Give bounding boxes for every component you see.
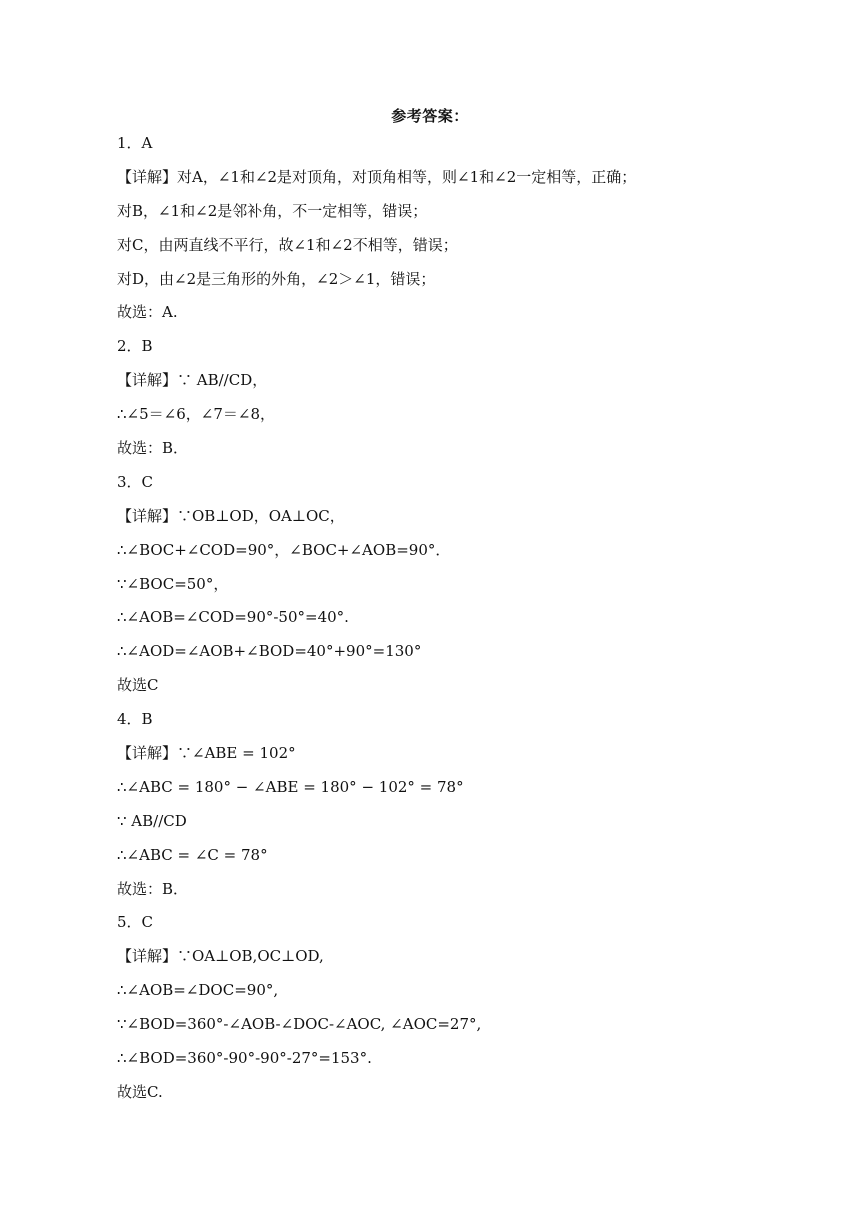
answer-line: 故选C <box>117 676 159 695</box>
answer-line: 【详解】对A，∠1和∠2是对顶角，对顶角相等，则∠1和∠2一定相等，正确； <box>117 167 637 186</box>
answer-line: ∴∠5＝∠6，∠7＝∠8， <box>117 405 275 424</box>
answer-line: 2．B <box>117 337 153 356</box>
answer-line: ∴∠BOD=360°-90°-90°-27°=153°. <box>117 1049 372 1068</box>
answer-line: 故选C. <box>117 1082 163 1101</box>
answer-body <box>117 131 757 1114</box>
answer-line: 3．C <box>117 472 154 491</box>
answer-line: 【详解】∵ AB//CD， <box>117 371 268 390</box>
answer-line: 故选：B． <box>117 439 189 458</box>
answer-line: ∴∠BOC+∠COD=90°，∠BOC+∠AOB=90°． <box>117 540 451 559</box>
answer-line: 故选：A. <box>117 303 178 322</box>
answer-line: 【详解】∵OA⊥OB,OC⊥OD, <box>117 947 324 966</box>
answer-line: 【详解】∵∠ABE = 102° <box>117 744 296 763</box>
answer-line: ∴∠ABC = 180° − ∠ABE = 180° − 102° = 78° <box>117 777 464 796</box>
answer-line: 故选：B． <box>117 879 189 898</box>
answer-line: ∵ AB//CD <box>117 811 187 830</box>
answer-line: ∵∠BOC=50°， <box>117 574 229 593</box>
answer-line: 1．A <box>117 134 153 152</box>
answer-line: ∴∠AOB=∠DOC=90°, <box>117 981 279 1000</box>
answer-line: 4．B <box>117 710 153 729</box>
answer-line: 【详解】∵OB⊥OD，OA⊥OC， <box>117 506 345 525</box>
answer-line: 对B，∠1和∠2是邻补角，不一定相等，错误； <box>117 201 428 220</box>
answer-line: ∴∠ABC = ∠C = 78° <box>117 845 268 864</box>
answer-line: 对C，由两直线不平行，故∠1和∠2不相等，错误； <box>117 235 458 254</box>
answer-line: ∵∠BOD=360°-∠AOB-∠DOC-∠AOC, ∠AOC=27°, <box>117 1015 482 1034</box>
answer-line: 5．C <box>117 913 154 932</box>
page-title: 参考答案： <box>391 107 469 125</box>
answer-line: ∴∠AOD=∠AOB+∠BOD=40°+90°=130° <box>117 642 422 661</box>
answer-line: ∴∠AOB=∠COD=90°-50°=40°. <box>117 608 349 627</box>
answer-line: 对D，由∠2是三角形的外角，∠2＞∠1，错误； <box>117 269 436 288</box>
